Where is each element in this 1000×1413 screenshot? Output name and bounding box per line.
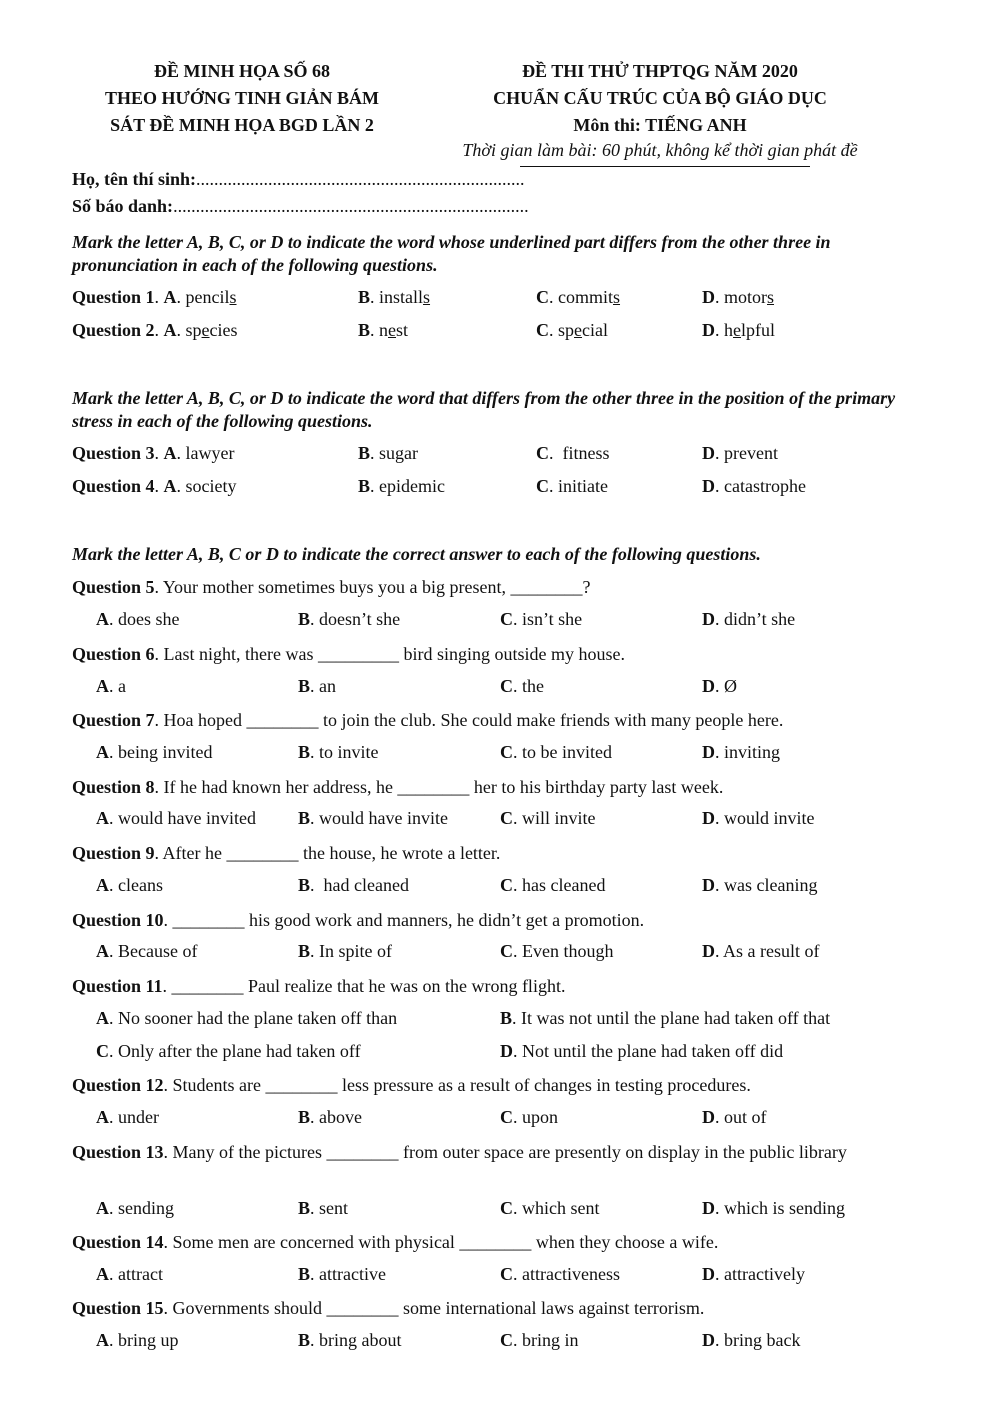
- header-left-line-2: THEO HƯỚNG TINH GIẢN BÁM: [104, 88, 380, 108]
- question-12-option-c: C. upon: [500, 1107, 558, 1127]
- question-12-stem: Question 12. Students are ________ less pressure as a result of changes in testing procedures.: [72, 1075, 751, 1095]
- question-8-option-a: A. would have invited: [96, 808, 256, 828]
- question-10-option-a: A. Because of: [96, 941, 198, 961]
- question-11-options-ab: [0, 1008, 1000, 1032]
- question-15-option-d: D. bring back: [702, 1330, 801, 1350]
- question-12-options: [0, 1107, 1000, 1131]
- question-11-option-d: D. Not until the plane had taken off did: [500, 1041, 784, 1061]
- header-left-line-1: ĐỀ MINH HỌA SỐ 68: [153, 61, 331, 81]
- question-11-option-b: B. It was not until the plane had taken off that: [500, 1008, 831, 1028]
- question-13-option-a: A. sending: [96, 1198, 174, 1218]
- question-6-option-b: B. an: [298, 676, 337, 696]
- question-14-option-d: D. attractively: [702, 1264, 805, 1284]
- candidate-id-dots: ...............................................................................: [173, 196, 529, 216]
- question-8-option-d: D. would invite: [702, 808, 815, 828]
- question-5-option-c: C. isn’t she: [500, 609, 583, 629]
- question-1-option-d: D. motors: [702, 287, 775, 307]
- question-6-option-a: A. a: [96, 676, 126, 696]
- question-8-option-b: B. would have invite: [298, 808, 448, 828]
- question-8-stem: Question 8. If he had known her address, he ________ her to his birthday party last week.: [72, 777, 724, 797]
- question-6-stem: Question 6. Last night, there was _________ bird singing outside my house.: [72, 644, 625, 664]
- question-15-option-a: A. bring up: [96, 1330, 179, 1350]
- question-1-label: Question 1. A. pencils: [72, 287, 237, 307]
- question-2: [0, 320, 1000, 344]
- question-8-options: [0, 808, 1000, 832]
- question-10-option-d: D. As a result of: [702, 941, 820, 961]
- question-15-option-b: B. bring about: [298, 1330, 402, 1350]
- question-7-option-c: C. to be invited: [500, 742, 612, 762]
- question-11-option-c: C. Only after the plane had taken off: [96, 1041, 361, 1061]
- question-4-label: Question 4. A. society: [72, 476, 237, 496]
- question-7-option-b: B. to invite: [298, 742, 379, 762]
- question-6-option-c: C. the: [500, 676, 544, 696]
- question-5-option-b: B. doesn’t she: [298, 609, 401, 629]
- question-14-option-b: B. attractive: [298, 1264, 386, 1284]
- question-15-option-c: C. bring in: [500, 1330, 579, 1350]
- question-8-option-c: C. will invite: [500, 808, 596, 828]
- question-12-option-d: D. out of: [702, 1107, 767, 1127]
- question-2-option-b: B. nest: [358, 320, 409, 340]
- header-right-line-2: CHUẨN CẤU TRÚC CỦA BỘ GIÁO DỤC: [493, 88, 827, 108]
- question-9-option-b: B. had cleaned: [298, 875, 409, 895]
- question-13-stem: Question 13. Many of the pictures ________ from outer space are presently on display in the public library: [72, 1142, 847, 1162]
- question-2-option-c: C. special: [536, 320, 608, 340]
- question-3: [0, 443, 1000, 467]
- question-7-options: [0, 742, 1000, 766]
- question-2-label: Question 2. A. species: [72, 320, 238, 340]
- question-4-option-d: D. catastrophe: [702, 476, 806, 496]
- candidate-name-field: [72, 169, 525, 190]
- question-9-options: [0, 875, 1000, 899]
- question-3-label: Question 3. A. lawyer: [72, 443, 235, 463]
- question-3-option-d: D. prevent: [702, 443, 778, 463]
- question-9-option-c: C. has cleaned: [500, 875, 606, 895]
- question-12-option-a: A. under: [96, 1107, 159, 1127]
- header-right: [455, 58, 865, 139]
- question-1-option-b: B. installs: [358, 287, 431, 307]
- question-7-option-d: D. inviting: [702, 742, 781, 762]
- question-10-option-c: C. Even though: [500, 941, 614, 961]
- header-divider: [520, 166, 810, 167]
- question-15-options: [0, 1330, 1000, 1354]
- section-grammar-instruction: Mark the letter A, B, C or D to indicate the correct answer to each of the following questions.: [72, 544, 761, 564]
- question-13-option-d: D. which is sending: [702, 1198, 845, 1218]
- question-4-option-b: B. epidemic: [358, 476, 445, 496]
- candidate-id-field: [72, 196, 529, 217]
- question-5-options: [0, 609, 1000, 633]
- question-3-option-c: C. fitness: [536, 443, 610, 463]
- question-12-option-b: B. above: [298, 1107, 362, 1127]
- question-14-option-a: A. attract: [96, 1264, 163, 1284]
- candidate-name-label: Họ, tên thí sinh:: [72, 169, 197, 189]
- question-11-options-cd: [0, 1041, 1000, 1065]
- candidate-name-dots: .........................................................................: [196, 169, 525, 189]
- question-9-option-a: A. cleans: [96, 875, 163, 895]
- question-1-option-c: C. commits: [536, 287, 621, 307]
- question-15-stem: Question 15. Governments should ________ some international laws against terrorism.: [72, 1298, 705, 1318]
- section-stress-instruction: Mark the letter A, B, C, or D to indicate the word that differs from the other three in the position of the primary stress in each of the following questions.: [72, 388, 896, 431]
- question-6-options: [0, 676, 1000, 700]
- question-10-options: [0, 941, 1000, 965]
- question-2-option-d: D. helpful: [702, 320, 775, 340]
- question-13-options: [0, 1198, 1000, 1222]
- question-11-option-a: A. No sooner had the plane taken off than: [96, 1008, 398, 1028]
- exam-duration: Thời gian làm bài: 60 phút, không kể thời gian phát đề: [462, 140, 858, 160]
- question-10-stem: Question 10. ________ his good work and manners, he didn’t get a promotion.: [72, 910, 645, 930]
- header-right-line-1: ĐỀ THI THỬ THPTQG NĂM 2020: [522, 61, 798, 81]
- question-5-option-d: D. didn’t she: [702, 609, 796, 629]
- question-7-stem: Question 7. Hoa hoped ________ to join the club. She could make friends with many people here.: [72, 710, 784, 730]
- question-11-stem: Question 11. ________ Paul realize that he was on the wrong flight.: [72, 976, 566, 996]
- question-5-stem: Question 5. Your mother sometimes buys you a big present, ________?: [72, 577, 591, 597]
- question-6-option-d: D. Ø: [702, 676, 737, 696]
- question-4: [0, 476, 1000, 500]
- question-14-options: [0, 1264, 1000, 1288]
- header-left-line-3: SÁT ĐỀ MINH HỌA BGD LẦN 2: [110, 115, 374, 135]
- question-9-stem: Question 9. After he ________ the house, he wrote a letter.: [72, 843, 501, 863]
- question-10-option-b: B. In spite of: [298, 941, 392, 961]
- header-left: [72, 58, 412, 139]
- question-14-stem: Question 14. Some men are concerned with physical ________ when they choose a wife.: [72, 1232, 719, 1252]
- question-14-option-c: C. attractiveness: [500, 1264, 620, 1284]
- question-3-option-b: B. sugar: [358, 443, 419, 463]
- question-7-option-a: A. being invited: [96, 742, 213, 762]
- section-pronunciation-instruction: Mark the letter A, B, C, or D to indicate the word whose underlined part differs from the other three in pronunciation in each of the following questions.: [72, 232, 831, 275]
- question-9-option-d: D. was cleaning: [702, 875, 818, 895]
- question-13-option-c: C. which sent: [500, 1198, 600, 1218]
- question-5-option-a: A. does she: [96, 609, 180, 629]
- header-right-line-3: Môn thi: TIẾNG ANH: [573, 115, 747, 135]
- question-1: [0, 287, 1000, 311]
- question-4-option-c: C. initiate: [536, 476, 608, 496]
- candidate-id-label: Số báo danh:: [72, 196, 174, 216]
- question-13-option-b: B. sent: [298, 1198, 349, 1218]
